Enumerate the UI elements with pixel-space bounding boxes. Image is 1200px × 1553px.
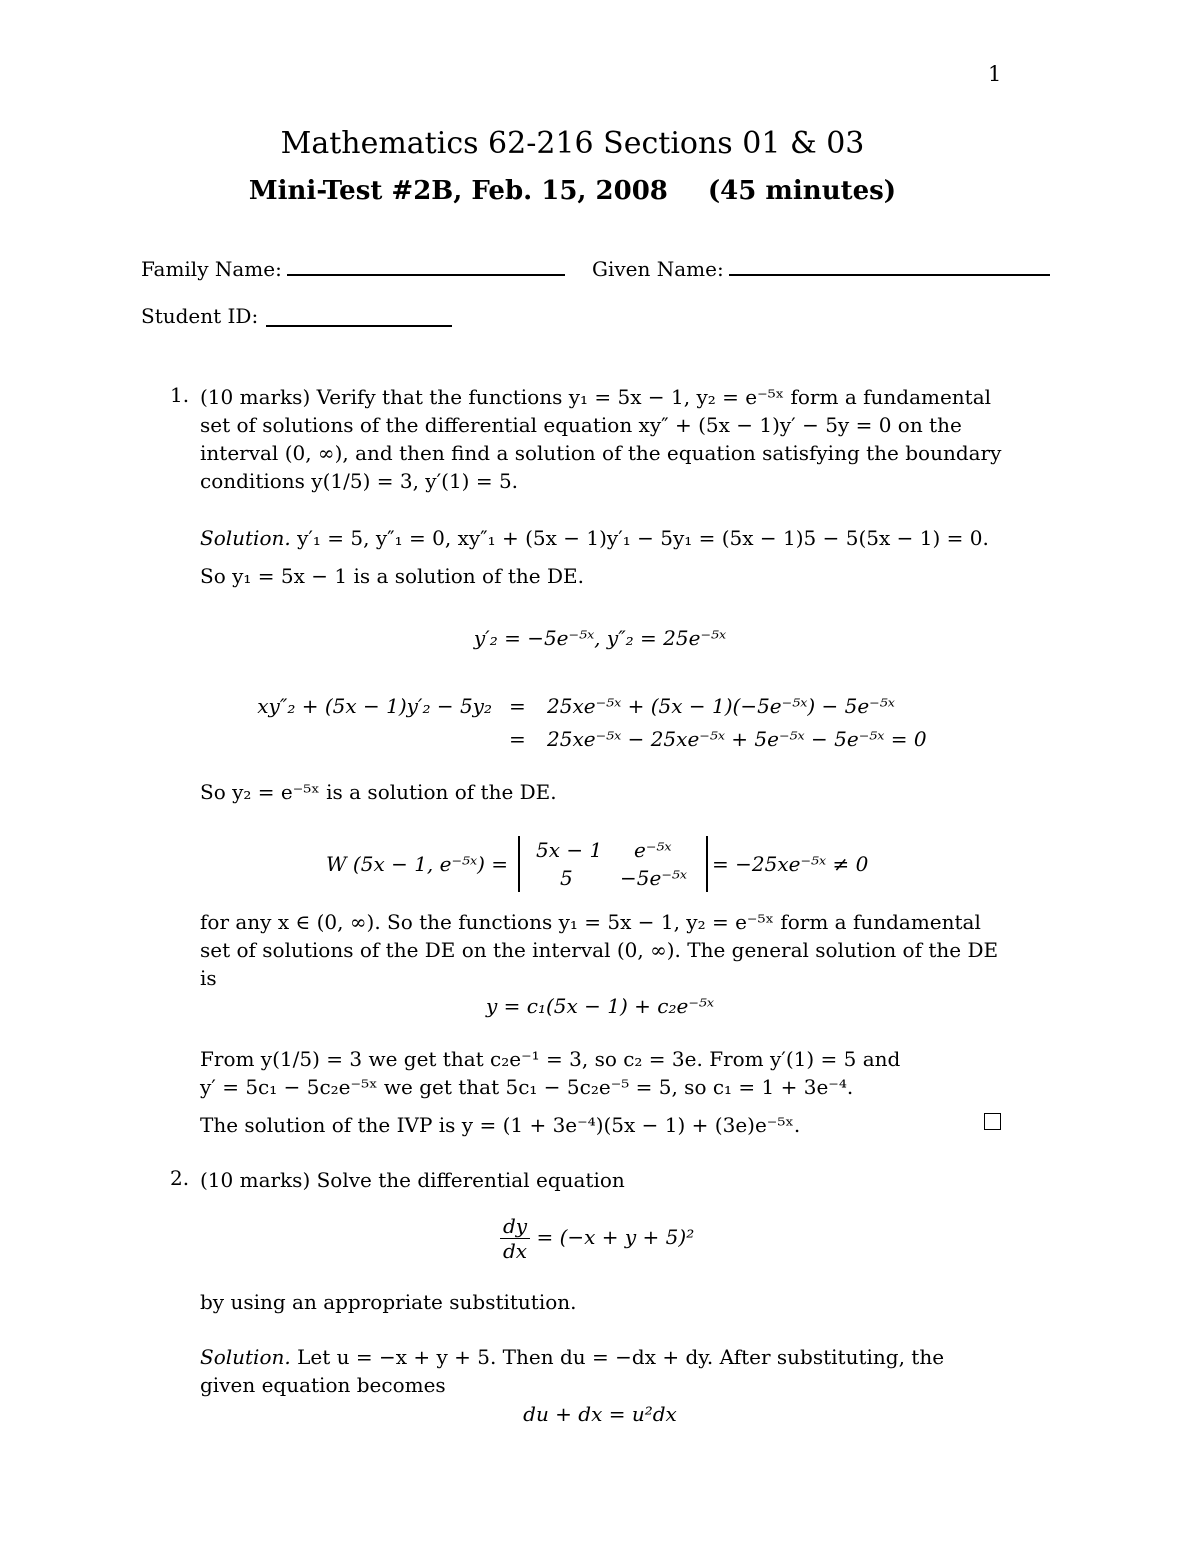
question-2-line: (10 marks) Solve the differential equation xyxy=(200,1168,625,1192)
solution-2-line xyxy=(200,1343,1003,1372)
question-2-equation xyxy=(500,1214,720,1263)
equation-derivatives: y′₂ = −5e⁻⁵ˣ, y″₂ = 25e⁻⁵ˣ xyxy=(473,626,727,650)
derivative-fraction xyxy=(500,1214,530,1263)
matrix-cell: 5x − 1 xyxy=(536,838,603,862)
test-duration: (45 minutes) xyxy=(707,176,897,206)
solution-text: Let u = −x + y + 5. Then du = −dx + dy. After substituting, the xyxy=(297,1345,945,1369)
solution-1-line: From y(1/5) = 3 we get that c₂e⁻¹ = 3, so c₂ = 3e. From y′(1) = 5 and xyxy=(200,1047,901,1071)
solution-1-line: The solution of the IVP is y = (1 + 3e⁻⁴)(5x − 1) + (3e)e⁻⁵ˣ. xyxy=(200,1113,801,1137)
matrix-cell: 5 xyxy=(560,866,573,890)
wronskian-lhs: W (5x − 1, e⁻⁵ˣ) = xyxy=(326,852,509,876)
fraction-denominator: dx xyxy=(503,1239,528,1263)
student-id-label: Student ID: xyxy=(141,304,259,328)
substituted-equation: du + dx = u²dx xyxy=(523,1402,677,1426)
aligned-eq-sign: = xyxy=(509,727,526,751)
question-1-line: conditions y(1/5) = 3, y′(1) = 5. xyxy=(200,469,519,493)
solution-2-line: given equation becomes xyxy=(200,1373,446,1397)
given-name-label: Given Name: xyxy=(592,257,724,281)
page-number: 1 xyxy=(988,62,1002,86)
family-name-field[interactable] xyxy=(287,274,565,276)
solution-1-line: is xyxy=(200,966,217,990)
solution-1-line: for any x ∈ (0, ∞). So the functions y₁ = 5x − 1, y₂ = e⁻⁵ˣ form a fundamental xyxy=(200,910,981,934)
family-name-label: Family Name: xyxy=(141,257,282,281)
solution-label: Solution. xyxy=(200,526,291,550)
question-1-number: 1. xyxy=(170,383,190,407)
solution-1-line: So y₂ = e⁻⁵ˣ is a solution of the DE. xyxy=(200,780,557,804)
aligned-eq-lhs: xy″₂ + (5x − 1)y′₂ − 5y₂ xyxy=(257,694,492,718)
aligned-eq-rhs: 25xe⁻⁵ˣ − 25xe⁻⁵ˣ + 5e⁻⁵ˣ − 5e⁻⁵ˣ = 0 xyxy=(547,727,927,751)
aligned-eq-sign: = xyxy=(509,694,526,718)
test-name: Mini-Test #2B, Feb. 15, 2008 xyxy=(248,176,668,206)
solution-text: y′₁ = 5, y″₁ = 0, xy″₁ + (5x − 1)y′₁ − 5y₁ = (5x − 1)5 − 5(5x − 1) = 0. xyxy=(297,526,989,550)
equation-rhs: = (−x + y + 5)² xyxy=(536,1225,695,1249)
question-2-number: 2. xyxy=(170,1166,190,1190)
solution-1-line xyxy=(200,524,1003,553)
wronskian-determinant xyxy=(518,836,708,892)
solution-1-line: y′ = 5c₁ − 5c₂e⁻⁵ˣ we get that 5c₁ − 5c₂e⁻⁵ = 5, so c₁ = 1 + 3e⁻⁴. xyxy=(200,1075,854,1099)
document-title: Mathematics 62-216 Sections 01 & 03 xyxy=(280,126,865,161)
document-subtitle xyxy=(0,176,1145,206)
solution-1-line: set of solutions of the DE on the interval (0, ∞). The general solution of the DE xyxy=(200,938,999,962)
wronskian-rhs: = −25xe⁻⁵ˣ ≠ 0 xyxy=(712,852,869,876)
question-1-line: (10 marks) Verify that the functions y₁ = 5x − 1, y₂ = e⁻⁵ˣ form a fundamental xyxy=(200,385,992,409)
solution-label: Solution. xyxy=(200,1345,291,1369)
aligned-eq-rhs: 25xe⁻⁵ˣ + (5x − 1)(−5e⁻⁵ˣ) − 5e⁻⁵ˣ xyxy=(547,694,895,718)
matrix-cell: e⁻⁵ˣ xyxy=(634,838,672,862)
fraction-numerator: dy xyxy=(500,1214,530,1239)
question-2-line: by using an appropriate substitution. xyxy=(200,1290,577,1314)
question-1-line: interval (0, ∞), and then find a solution of the equation satisfying the boundary xyxy=(200,441,1002,465)
student-id-field[interactable] xyxy=(266,325,452,327)
question-1-line: set of solutions of the differential equation xy″ + (5x − 1)y′ − 5y = 0 on the xyxy=(200,413,962,437)
matrix-cell: −5e⁻⁵ˣ xyxy=(620,866,687,890)
general-solution: y = c₁(5x − 1) + c₂e⁻⁵ˣ xyxy=(486,994,714,1018)
given-name-field[interactable] xyxy=(729,274,1050,276)
solution-1-line: So y₁ = 5x − 1 is a solution of the DE. xyxy=(200,564,584,588)
qed-box-icon xyxy=(984,1113,1001,1130)
